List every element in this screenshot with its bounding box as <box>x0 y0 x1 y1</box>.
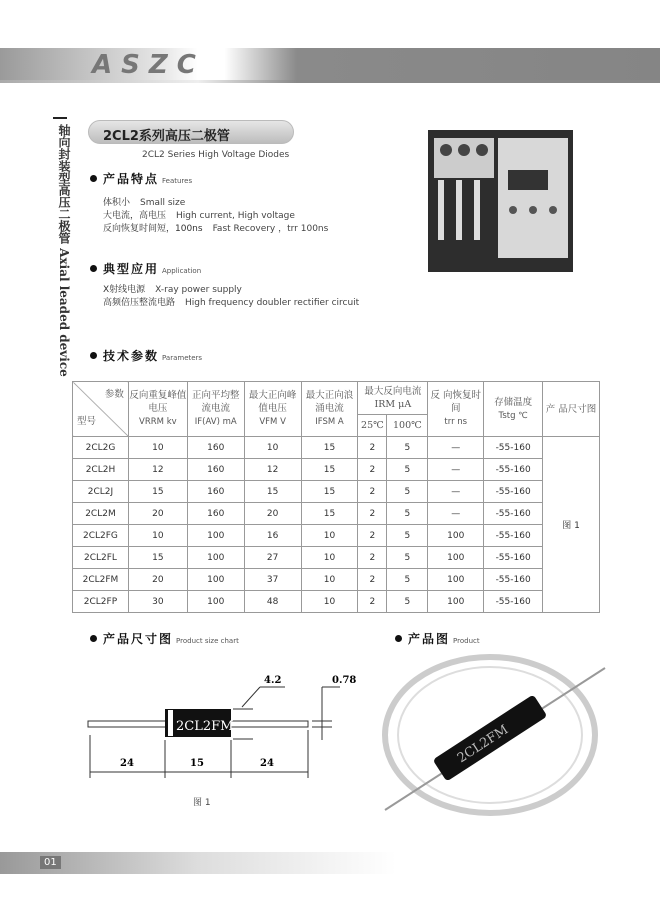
table-cell: -55-160 <box>484 525 543 547</box>
table-cell: 12 <box>128 459 187 481</box>
table-cell: -55-160 <box>484 481 543 503</box>
col-ifsm: 最大正向浪涌电流 IFSM A <box>301 382 358 437</box>
right-lead-length: 24 <box>260 758 274 769</box>
table-cell: 10 <box>301 525 358 547</box>
col-irm-25: 25℃ <box>358 415 387 437</box>
table-cell: 100 <box>428 525 484 547</box>
figure-caption: 图 1 <box>193 798 211 808</box>
table-cell: 15 <box>128 547 187 569</box>
body-length: 15 <box>190 758 204 769</box>
table-cell: 20 <box>128 569 187 591</box>
col-vfm: 最大正向峰值电压 VFM V <box>244 382 301 437</box>
table-cell: — <box>428 481 484 503</box>
col-vrrm: 反向重复峰值电压 VRRM kv <box>128 382 187 437</box>
table-row <box>73 525 600 547</box>
table-cell: 2CL2M <box>73 503 129 525</box>
table-cell: 27 <box>244 547 301 569</box>
table-cell: 12 <box>244 459 301 481</box>
body-label: 2CL2FM <box>176 719 234 734</box>
table-cell: -55-160 <box>484 503 543 525</box>
table-cell: 5 <box>387 459 428 481</box>
table-cell: 15 <box>244 481 301 503</box>
table-row <box>73 481 600 503</box>
size-chart-diagram <box>80 660 357 810</box>
table-cell: 2CL2FP <box>73 591 129 613</box>
application-heading: 典型应用 Application <box>90 260 201 277</box>
table-cell: 100 <box>187 525 244 547</box>
table-cell: 5 <box>387 503 428 525</box>
application-item: X射线电源 X-ray power supply <box>103 285 242 295</box>
table-row <box>73 547 600 569</box>
feature-item: 反向恢复时间短，100ns Fast Recovery ，trr 100ns <box>103 224 329 234</box>
table-cell: 160 <box>187 481 244 503</box>
table-cell: 15 <box>301 459 358 481</box>
parameters-table <box>72 381 600 613</box>
parameters-heading: 技术参数 Parameters <box>90 347 202 364</box>
product-marking: 2CL2FM <box>454 722 512 767</box>
side-title: 轴向封装型高压二极管 Axial leaded device <box>57 124 71 377</box>
table-cell: — <box>428 459 484 481</box>
brand-logo: ASZC <box>92 50 205 80</box>
feature-item: 大电流，高电压 High current, High voltage <box>103 211 295 221</box>
table-cell: 5 <box>387 481 428 503</box>
product-image <box>380 650 610 820</box>
product-heading: 产品图 Product <box>395 630 480 647</box>
table-cell: 2CL2H <box>73 459 129 481</box>
table-cell: 10 <box>128 525 187 547</box>
table-cell: 2CL2J <box>73 481 129 503</box>
col-if: 正向平均整流电流 IF(AV) mA <box>187 382 244 437</box>
divider <box>53 117 67 119</box>
table-cell: 15 <box>301 481 358 503</box>
table-cell: 100 <box>428 569 484 591</box>
application-item: 高频倍压整流电路 High frequency doubler rectifier circuit <box>103 298 360 308</box>
features-heading: 产品特点 Features <box>90 170 192 187</box>
table-cell: 15 <box>128 481 187 503</box>
table-row <box>73 459 600 481</box>
table-cell: 2CL2FG <box>73 525 129 547</box>
footer-band <box>0 852 660 874</box>
table-cell: 2 <box>358 481 387 503</box>
table-row <box>73 437 600 459</box>
table-cell: — <box>428 503 484 525</box>
table-cell: 2 <box>358 437 387 459</box>
corner-header: 参数 型号 <box>73 382 129 437</box>
col-tstg: 存储温度 Tstg ℃ <box>484 382 543 437</box>
equipment-photo <box>428 130 573 272</box>
table-cell: 10 <box>128 437 187 459</box>
left-lead-length: 24 <box>120 758 134 769</box>
table-cell: 2 <box>358 525 387 547</box>
header-rule <box>0 80 660 83</box>
table-cell: 10 <box>244 437 301 459</box>
table-cell: 160 <box>187 503 244 525</box>
table-cell: 5 <box>387 525 428 547</box>
table-cell: 20 <box>128 503 187 525</box>
col-trr: 反 向恢复时间 trr ns <box>428 382 484 437</box>
table-cell: -55-160 <box>484 591 543 613</box>
table-cell: 2 <box>358 547 387 569</box>
table-cell: 20 <box>244 503 301 525</box>
table-cell: 15 <box>301 437 358 459</box>
table-cell: 10 <box>301 547 358 569</box>
table-cell: 16 <box>244 525 301 547</box>
table-cell: 2CL2G <box>73 437 129 459</box>
table-cell: 160 <box>187 459 244 481</box>
table-cell: — <box>428 437 484 459</box>
table-cell: -55-160 <box>484 459 543 481</box>
page-number: 01 <box>40 856 61 869</box>
table-cell: 30 <box>128 591 187 613</box>
page-title: 2CL2系列高压二极管 <box>88 120 294 144</box>
table-row <box>73 591 600 613</box>
table-cell: 2 <box>358 591 387 613</box>
table-cell: 2 <box>358 503 387 525</box>
lead-diameter-label: 0.78 <box>332 675 357 686</box>
size-chart-heading: 产品尺寸图 Product size chart <box>90 630 239 647</box>
col-irm-100: 100℃ <box>387 415 428 437</box>
figure-ref-cell: 图 1 <box>543 437 600 613</box>
feature-item: 体积小 Small size <box>103 198 186 208</box>
table-cell: 100 <box>187 547 244 569</box>
table-cell: 160 <box>187 437 244 459</box>
table-cell: 5 <box>387 547 428 569</box>
col-size: 产 品尺寸图 <box>543 382 600 437</box>
diameter-label: 4.2 <box>264 675 282 686</box>
table-cell: 10 <box>301 569 358 591</box>
table-cell: -55-160 <box>484 569 543 591</box>
table-cell: 100 <box>428 591 484 613</box>
table-cell: -55-160 <box>484 547 543 569</box>
table-cell: 5 <box>387 437 428 459</box>
table-cell: 48 <box>244 591 301 613</box>
table-cell: 10 <box>301 591 358 613</box>
table-cell: 100 <box>428 547 484 569</box>
table-cell: 100 <box>187 591 244 613</box>
table-row <box>73 503 600 525</box>
table-cell: 100 <box>187 569 244 591</box>
table-cell: 37 <box>244 569 301 591</box>
table-cell: 2CL2FL <box>73 547 129 569</box>
table-row <box>73 569 600 591</box>
col-irm: 最大反向电流 IRM μA <box>358 382 428 415</box>
table-cell: -55-160 <box>484 437 543 459</box>
table-cell: 5 <box>387 591 428 613</box>
table-cell: 15 <box>301 503 358 525</box>
table-cell: 5 <box>387 569 428 591</box>
table-cell: 2CL2FM <box>73 569 129 591</box>
table-cell: 2 <box>358 569 387 591</box>
table-cell: 2 <box>358 459 387 481</box>
page-subtitle: 2CL2 Series High Voltage Diodes <box>142 150 290 160</box>
